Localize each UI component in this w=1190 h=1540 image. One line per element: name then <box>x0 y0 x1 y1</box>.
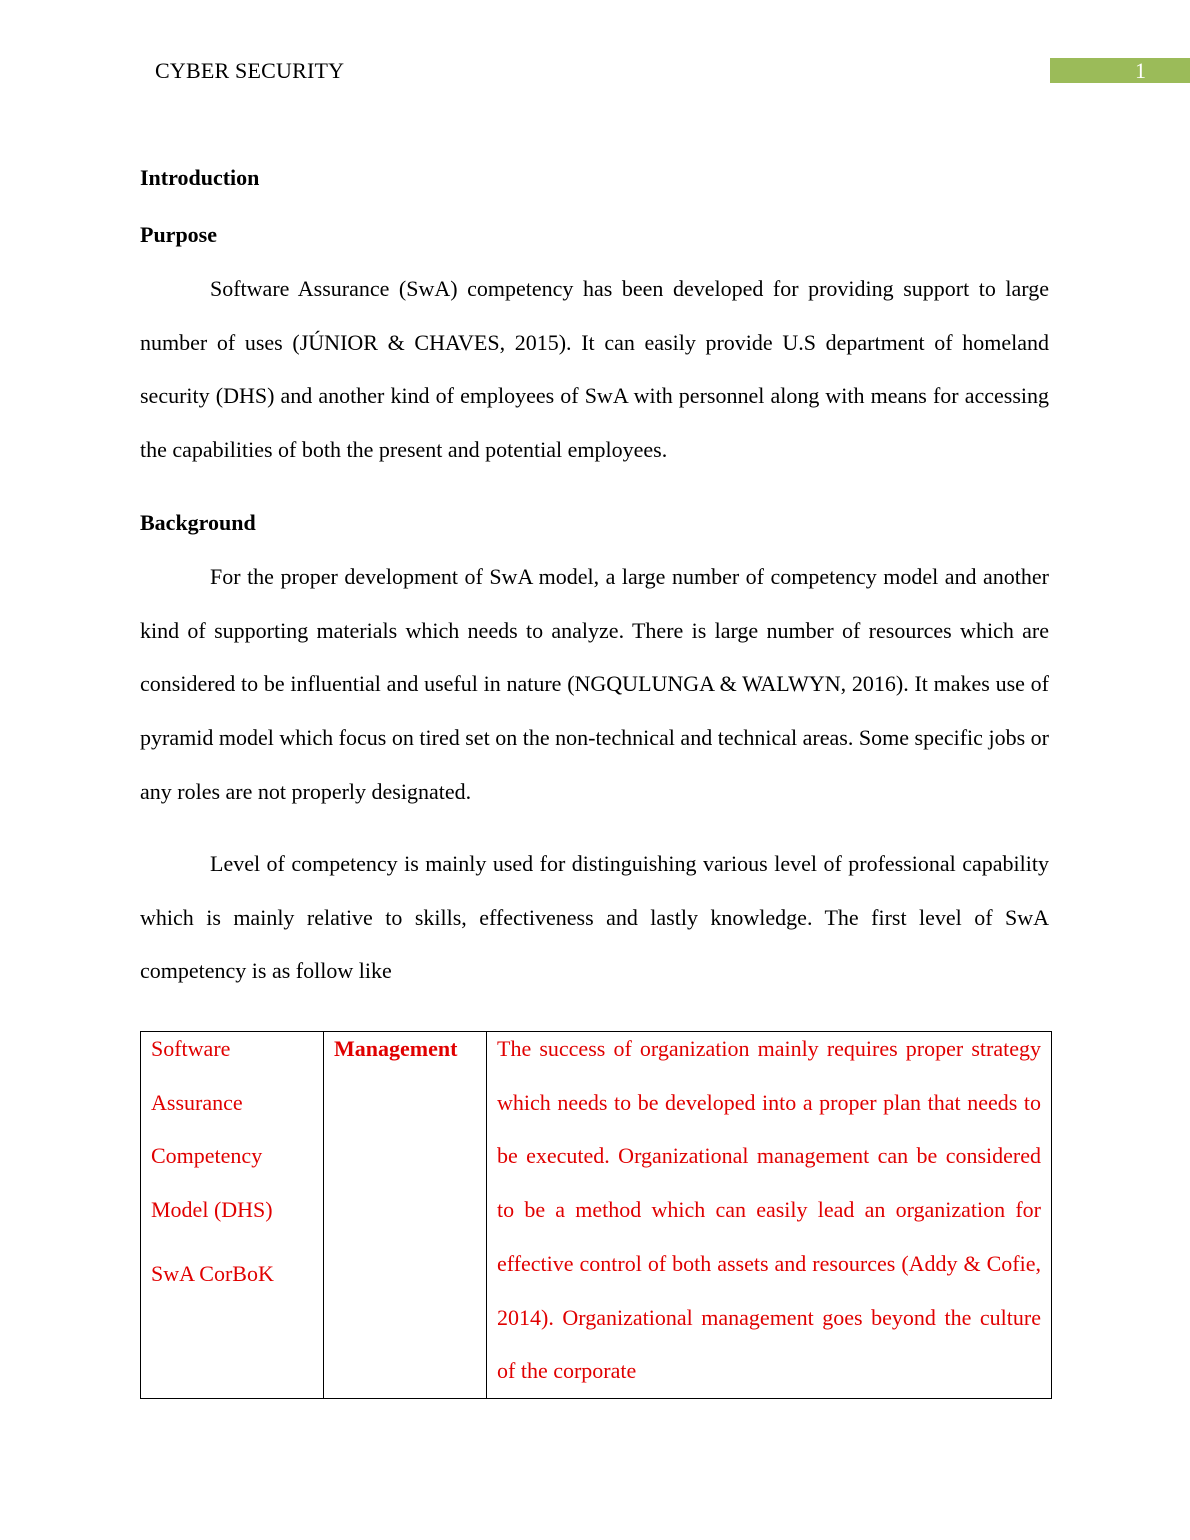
table-cell-model <box>141 1032 324 1399</box>
background-paragraph-1: For the proper development of SwA model, a large number of competency model and another kind of supporting materials which needs to analyze. There is large number of resources which are considered to be influential and useful in nature (NGQULUNGA & WALWYN, 2016). It makes use of pyramid model which focus on tired set on the non-technical and technical areas. Some specific jobs or any roles are not properly designated. <box>140 564 1049 804</box>
page-number-box <box>1050 58 1190 83</box>
management-description: The success of organization mainly requires proper strategy which needs to be developed into a proper plan that needs to be executed. Organizational management can be considered to be a method which can easily lead an organization for effective control of both assets and resources (Addy & Cofie, 2014). Organizational management goes beyond the culture of the corporate <box>497 1036 1041 1384</box>
model-line: Software <box>151 1036 231 1061</box>
running-header-title: CYBER SECURITY <box>155 58 345 83</box>
model-line: Assurance <box>151 1089 243 1115</box>
table-cell-description <box>487 1032 1052 1399</box>
background-paragraph-2: Level of competency is mainly used for distinguishing various level of professional capability which is mainly relative to skills, effectiveness and lastly knowledge. The first level of SwA competency is as follow like <box>140 851 1049 984</box>
table-row <box>141 1032 1052 1399</box>
competency-table <box>140 1031 1052 1399</box>
corbok-label: SwA CorBoK <box>151 1260 274 1286</box>
page-number: 1 <box>1135 58 1146 83</box>
model-line: Model (DHS) <box>151 1197 273 1223</box>
introduction-heading: Introduction <box>140 165 260 190</box>
table-cell-category <box>324 1032 487 1399</box>
purpose-paragraph: Software Assurance (SwA) competency has been developed for providing support to large number of uses (JÚNIOR & CHAVES, 2015). It can easily provide U.S department of homeland security (DHS) and another kind of employees of SwA with personnel along with means for accessing the capabilities of both the present and potential employees. <box>140 276 1049 463</box>
purpose-heading: Purpose <box>140 222 217 247</box>
background-heading: Background <box>140 510 256 535</box>
model-line: Competency <box>151 1143 263 1169</box>
management-label: Management <box>334 1036 458 1061</box>
